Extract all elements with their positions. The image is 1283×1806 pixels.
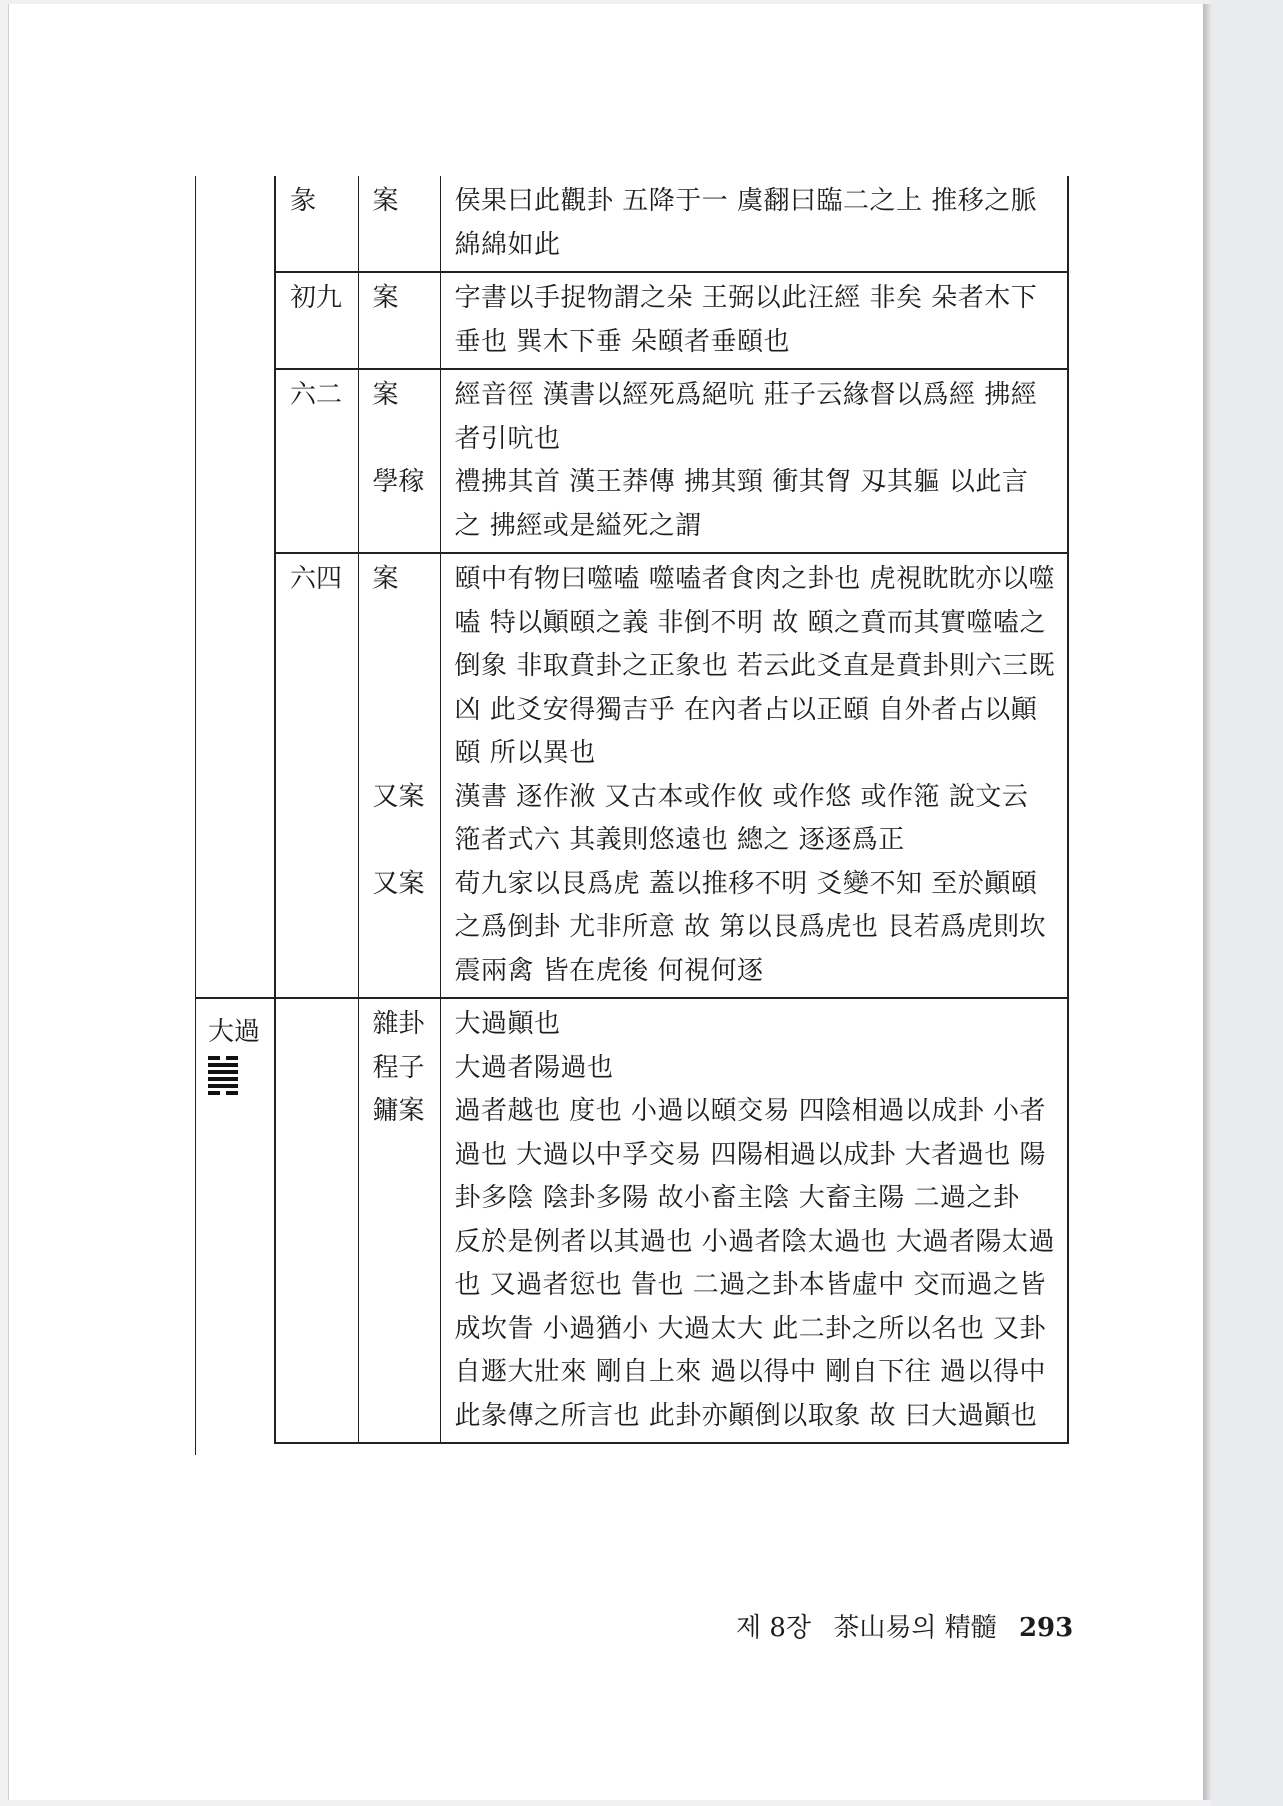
- page-edge: [1203, 4, 1211, 1800]
- label-spacer: [373, 1395, 440, 1439]
- commentator-label: 案: [372, 380, 399, 410]
- commentary-line: 字書以手捉物謂之朵 王弼以此汪經 非矣 朵者木下: [454, 283, 1038, 313]
- commentary-line: 倒象 非取賁卦之正象也 若云此爻直是賁卦則六三既: [454, 651, 1056, 681]
- commentator-label: 案: [372, 186, 399, 216]
- commentary-line: 者引吭也: [454, 423, 561, 454]
- commentary-line: 此彖傳之所言也 此卦亦顚倒以取象 故 曰大過顚也: [454, 1400, 1038, 1431]
- commentator-labels: [359, 370, 440, 552]
- commentator-labels: [359, 554, 440, 997]
- page-number: 293: [1018, 1613, 1074, 1643]
- commentary-line: 之爲倒卦 尤非所意 故 第以艮爲虎也 艮若爲虎則坎: [454, 912, 1047, 942]
- commentary-line: 卦多陰 陰卦多陽 故小畜主陰 大畜主陽 二過之卦: [454, 1183, 1020, 1213]
- line-position-text: 彖: [290, 186, 317, 216]
- commentator-cell: [358, 998, 440, 1443]
- commentary-cell: [440, 998, 1068, 1443]
- page-footer: [736, 1607, 1074, 1644]
- commentary-line: 反於是例者以其過也 小過者陰太過也 大過者陽太過: [454, 1226, 1056, 1257]
- line-position: [276, 554, 358, 606]
- commentary-line: 荀九家以艮爲虎 蓋以推移不明 爻變不知 至於顚頤: [454, 868, 1038, 899]
- line-position-text: 初九: [290, 283, 343, 313]
- label-spacer: [373, 224, 440, 268]
- label-spacer: [373, 418, 440, 462]
- hexagram-cell: [196, 176, 275, 272]
- line-position-cell: [275, 176, 358, 272]
- commentator-label: 又案: [372, 781, 425, 812]
- line-position-text: 六二: [290, 380, 343, 410]
- label-spacer: [373, 602, 440, 646]
- label-spacer: [373, 1221, 440, 1265]
- commentary-cell: [440, 553, 1068, 998]
- commentator-label: 學稼: [372, 467, 425, 497]
- hexagram-name: 大過: [208, 1017, 261, 1047]
- hexagram-section-row: [196, 998, 1068, 1443]
- hexagram-solid-line: [208, 1077, 238, 1081]
- commentator-cell: [358, 272, 440, 369]
- label-spacer: [373, 1134, 440, 1178]
- commentary-line: 漢書 逐作浟 又古本或作攸 或作悠 或作筂 說文云: [454, 781, 1029, 812]
- label-spacer: [373, 1351, 440, 1395]
- footer-title: 茶山易의 精髓: [833, 1613, 997, 1643]
- commentary-table-body: [196, 176, 1068, 1443]
- page-shadow: [1211, 0, 1283, 1806]
- commentary-text: [441, 999, 1068, 1442]
- line-position-cell: [275, 272, 358, 369]
- hexagram-cell: [196, 369, 275, 553]
- commentary-cell: [440, 369, 1068, 553]
- label-spacer: [373, 1177, 440, 1221]
- commentary-line: 綿綿如此: [454, 229, 561, 260]
- commentator-labels: [359, 176, 440, 271]
- hexagram-broken-line: [226, 1056, 238, 1060]
- line-position: [276, 273, 358, 325]
- commentary-text: [441, 370, 1068, 552]
- commentary-line: 經音徑 漢書以經死爲絕吭 莊子云緣督以爲經 拂經: [454, 380, 1038, 410]
- commentary-line: 頤中有物曰噬嗑 噬嗑者食肉之卦也 虎視眈眈亦以噬: [454, 564, 1056, 594]
- hexagram-daguo-icon: [208, 1056, 238, 1098]
- commentary-line: 震兩禽 皆在虎後 何視何逐: [454, 955, 764, 986]
- commentator-labels: [359, 273, 440, 368]
- line-row: [196, 553, 1068, 998]
- label-spacer: [373, 950, 440, 994]
- line-position: [276, 176, 358, 228]
- commentary-line: 大過顚也: [454, 1009, 561, 1039]
- commentary-text: [441, 176, 1068, 271]
- commentary-line: 侯果曰此觀卦 五降于一 虞翻曰臨二之上 推移之脈: [454, 186, 1038, 216]
- line-row: [196, 272, 1068, 369]
- hexagram-solid-line: [208, 1070, 238, 1074]
- label-spacer: [373, 505, 440, 549]
- line-position-cell: [275, 369, 358, 553]
- commentary-line: 大過者陽過也: [454, 1052, 614, 1083]
- commentary-line: 頤 所以異也: [454, 738, 596, 768]
- commentary-line: 自遯大壯來 剛自上來 過以得中 剛自下往 過以得中: [454, 1357, 1047, 1387]
- hexagram-solid-line: [208, 1063, 238, 1067]
- line-row: [196, 176, 1068, 272]
- line-position-cell: [275, 998, 358, 1443]
- commentary-text: [441, 554, 1068, 997]
- hexagram-symbol-icon: [208, 1056, 274, 1105]
- label-spacer: [373, 689, 440, 733]
- commentary-table: [196, 176, 1069, 1444]
- commentary-line: 成坎眚 小過猶小 大過太大 此二卦之所以名也 又卦: [454, 1313, 1047, 1344]
- commentator-cell: [358, 176, 440, 272]
- label-spacer: [373, 645, 440, 689]
- label-spacer: [373, 819, 440, 863]
- label-spacer: [373, 906, 440, 950]
- commentator-cell: [358, 369, 440, 553]
- line-row: [196, 369, 1068, 553]
- commentator-label: 又案: [372, 868, 425, 899]
- label-spacer: [373, 321, 440, 365]
- hexagram-broken-line: [226, 1091, 238, 1095]
- label-spacer: [373, 1264, 440, 1308]
- footer-chapter: 제 8장: [736, 1613, 812, 1643]
- commentator-label: 案: [372, 283, 399, 313]
- hexagram-solid-line: [208, 1084, 238, 1088]
- label-spacer: [373, 1308, 440, 1352]
- commentator-labels: [359, 999, 440, 1442]
- commentator-label: 程子: [372, 1052, 425, 1083]
- commentary-line: 禮拂其首 漢王莽傳 拂其頸 衝其胷 刄其軀 以此言: [454, 467, 1029, 497]
- commentary-line: 也 又過者愆也 眚也 二過之卦本皆虛中 交而過之皆: [454, 1270, 1047, 1300]
- commentary-line: 垂也 巽木下垂 朵頤者垂頤也: [454, 326, 791, 357]
- commentator-label: 鏞案: [372, 1096, 425, 1126]
- commentary-text: [441, 273, 1068, 368]
- commentator-cell: [358, 553, 440, 998]
- hexagram-broken-line: [208, 1091, 220, 1095]
- line-position-text: 六四: [290, 564, 343, 594]
- commentary-line: 之 拂經或是縊死之謂: [454, 510, 702, 541]
- commentator-label: 案: [372, 564, 399, 594]
- line-position-cell: [275, 553, 358, 998]
- hexagram-cell: [196, 998, 275, 1443]
- hexagram-cell: [196, 272, 275, 369]
- label-spacer: [373, 732, 440, 776]
- commentator-label: 雜卦: [372, 1009, 425, 1039]
- line-position: [276, 370, 358, 422]
- hexagram-cell: [196, 553, 275, 998]
- commentary-line: 筂者式六 其義則悠遠也 總之 逐逐爲正: [454, 825, 905, 855]
- commentary-line: 過者越也 度也 小過以頤交易 四陰相過以成卦 小者: [454, 1096, 1047, 1126]
- commentary-line: 過也 大過以中孚交易 四陽相過以成卦 大者過也 陽: [454, 1139, 1047, 1170]
- commentary-cell: [440, 272, 1068, 369]
- commentary-cell: [440, 176, 1068, 272]
- hexagram-broken-line: [208, 1056, 220, 1060]
- commentary-line: 嗑 特以顚頤之義 非倒不明 故 頤之賁而其實噬嗑之: [454, 607, 1047, 638]
- commentary-line: 凶 此爻安得獨吉乎 在內者占以正頤 自外者占以顚: [454, 694, 1038, 725]
